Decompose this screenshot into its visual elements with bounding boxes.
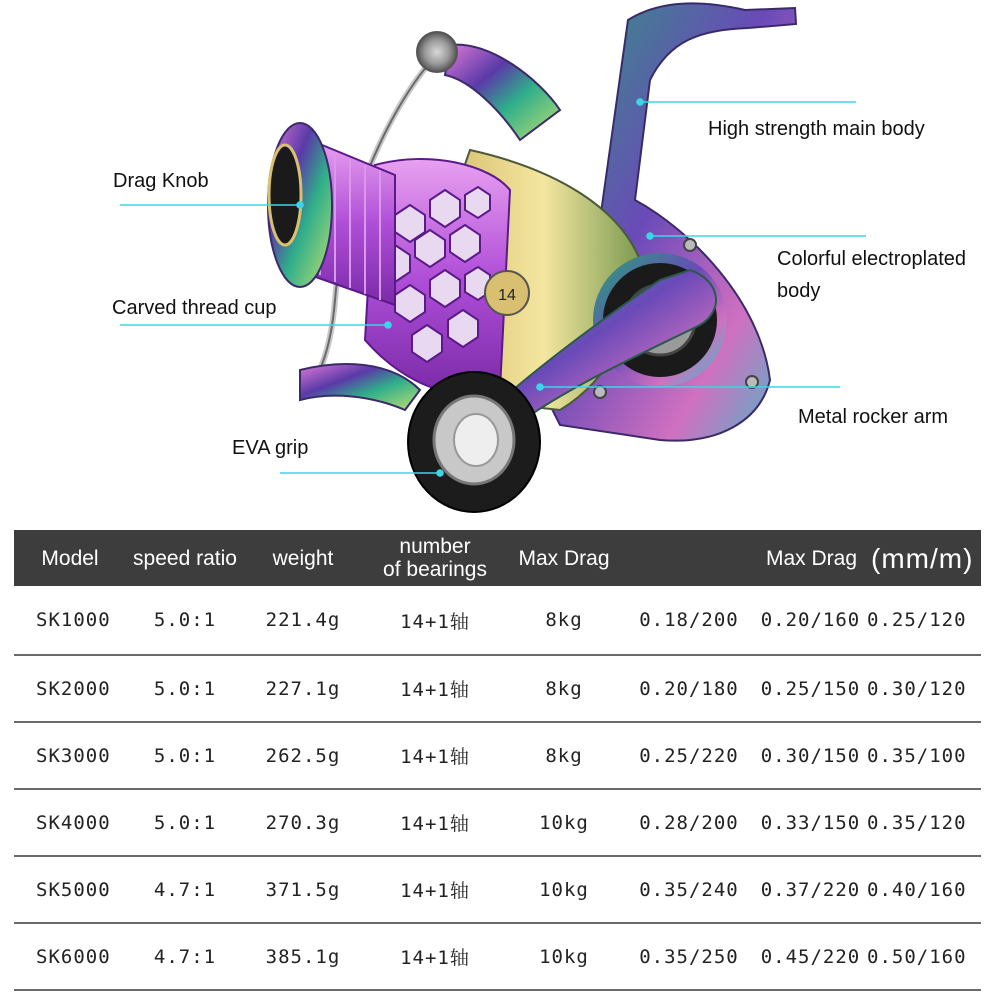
cell-model: SK3000 (36, 744, 111, 767)
header-bearings-line2: of bearings (383, 558, 487, 581)
spool-size-text: 14 (498, 287, 516, 304)
cell-model: SK1000 (36, 609, 111, 631)
table-row (14, 856, 981, 923)
cell-drag: 10kg (539, 945, 589, 968)
cell-line2: 0.25/150 (760, 677, 861, 700)
header-bearings (362, 530, 508, 586)
callout-drag-knob: Drag Knob (113, 170, 209, 192)
cell-line3: 0.50/160 (867, 945, 967, 968)
callout-eva-grip: EVA grip (232, 437, 309, 459)
header-speed-ratio: speed ratio (133, 546, 237, 570)
cell-bearings: 14+1轴 (400, 813, 470, 835)
table-row (14, 586, 981, 655)
table-row (14, 923, 981, 990)
cell-line3: 0.30/120 (867, 677, 967, 700)
cell-model: SK5000 (36, 878, 111, 901)
cell-ratio: 5.0:1 (153, 609, 217, 631)
cell-drag: 10kg (539, 811, 589, 834)
cell-line1: 0.35/250 (639, 945, 739, 968)
cell-bearings: 14+1轴 (400, 746, 470, 768)
cell-weight: 262.5g (265, 744, 341, 767)
header-unit: (mm/m) (871, 542, 974, 574)
table-header-row (14, 530, 981, 586)
cell-weight: 385.1g (265, 945, 341, 968)
cell-ratio: 4.7:1 (153, 945, 217, 968)
cell-ratio: 5.0:1 (153, 677, 217, 700)
callout-carved-thread-cup: Carved thread cup (112, 297, 277, 319)
cell-line3: 0.40/160 (867, 878, 967, 901)
cell-ratio: 4.7:1 (153, 878, 217, 901)
cell-line3: 0.35/100 (867, 744, 967, 767)
cell-line3: 0.25/120 (867, 609, 967, 631)
cell-ratio: 5.0:1 (153, 811, 217, 834)
cell-line2: 0.45/220 (760, 945, 861, 968)
cell-model: SK6000 (36, 945, 111, 968)
header-weight: weight (272, 546, 334, 570)
cell-bearings: 14+1轴 (400, 880, 470, 902)
cell-ratio: 5.0:1 (153, 744, 217, 767)
callout-colorful-body-line2: body (777, 280, 821, 302)
table-row (14, 722, 981, 789)
cell-bearings: 14+1轴 (400, 947, 470, 969)
header-model: Model (41, 546, 99, 570)
table-row (14, 655, 981, 722)
cell-drag: 8kg (545, 744, 583, 767)
cell-weight: 270.3g (265, 811, 341, 834)
cell-weight: 227.1g (265, 677, 341, 700)
cell-weight: 221.4g (265, 609, 341, 631)
cell-line1: 0.28/200 (639, 811, 739, 834)
cell-line2: 0.30/150 (760, 744, 861, 767)
header-bearings-line1: number (399, 535, 471, 558)
line-roller (417, 32, 457, 72)
cell-line2: 0.33/150 (760, 811, 861, 834)
header-max-drag: Max Drag (518, 546, 610, 570)
callout-metal-rocker-arm: Metal rocker arm (798, 406, 949, 428)
header-max-drag-line: Max Drag (765, 546, 857, 570)
table-row (14, 789, 981, 856)
cell-model: SK2000 (36, 677, 111, 700)
cell-line1: 0.35/240 (639, 878, 739, 901)
cell-line3: 0.35/120 (867, 811, 967, 834)
callout-high-strength-body: High strength main body (708, 118, 925, 140)
callout-colorful-body-line1: Colorful electroplated (777, 248, 966, 270)
cell-model: SK4000 (36, 811, 111, 834)
cell-bearings: 14+1轴 (400, 610, 470, 633)
cell-line1: 0.20/180 (639, 677, 739, 700)
cell-drag: 8kg (545, 609, 583, 631)
cell-bearings: 14+1轴 (400, 679, 470, 701)
cell-drag: 10kg (539, 878, 589, 901)
cell-drag: 8kg (545, 677, 583, 700)
cell-line2: 0.37/220 (760, 878, 861, 901)
spec-table (14, 530, 981, 991)
cell-line1: 0.18/200 (639, 609, 739, 631)
cell-line2: 0.20/160 (760, 609, 861, 631)
bail-arm-top (445, 45, 560, 140)
cell-line1: 0.25/220 (639, 744, 739, 767)
cell-weight: 371.5g (265, 878, 341, 901)
